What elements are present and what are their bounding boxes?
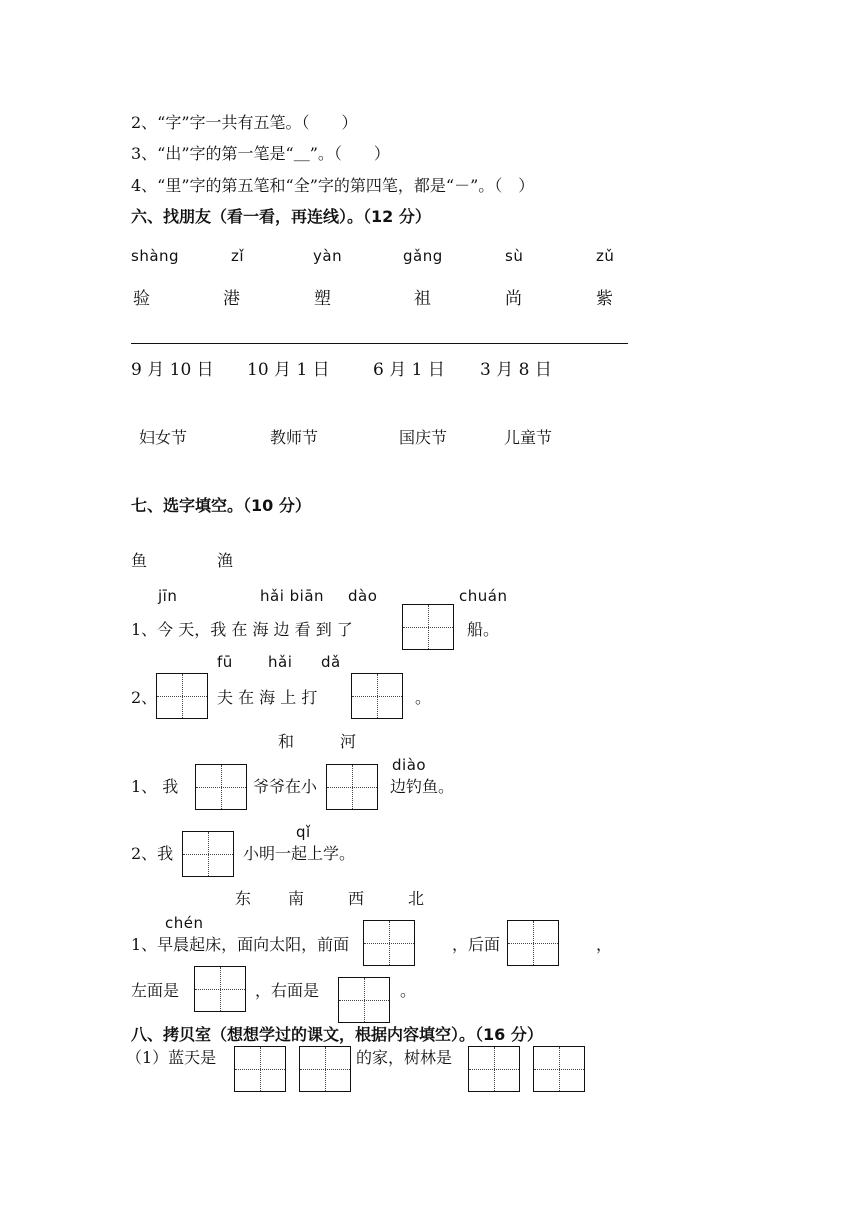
sentence-text: 。 — [415, 688, 432, 707]
date-item: 9 月 10 日 — [131, 360, 214, 380]
pinyin-hint: diào — [392, 756, 427, 774]
answer-box[interactable] — [234, 1046, 286, 1092]
question-5-3: 3、“出”字的第一笔是“＿”。（ ） — [131, 144, 390, 163]
pinyin-item: zǔ — [596, 247, 615, 265]
pinyin-hint: jīn — [158, 587, 178, 605]
date-item: 6 月 1 日 — [373, 360, 445, 380]
pinyin-hint: chuán — [459, 587, 508, 605]
option-char: 北 — [408, 889, 425, 908]
pinyin-hint: dào — [348, 587, 378, 605]
sentence-text: 1、 我 — [131, 777, 179, 796]
answer-box[interactable] — [338, 977, 390, 1023]
section-6-heading: 六、找朋友（看一看，再连线）。（12 分） — [131, 207, 431, 226]
option-char: 河 — [340, 732, 357, 751]
festival-item: 国庆节 — [399, 428, 448, 447]
date-item: 10 月 1 日 — [247, 360, 330, 380]
option-char: 东 — [235, 889, 252, 908]
sentence-text: 爷爷在小 — [253, 777, 318, 796]
pinyin-item: yàn — [313, 247, 343, 265]
pinyin-item: shàng — [131, 247, 180, 265]
answer-box[interactable] — [195, 764, 247, 810]
pinyin-hint: hǎi biān — [260, 587, 325, 605]
divider-line — [131, 343, 628, 344]
pinyin-hint: fū — [217, 653, 233, 671]
answer-box[interactable] — [299, 1046, 351, 1092]
sentence-text: 。 — [400, 981, 417, 1000]
answer-box[interactable] — [182, 831, 234, 877]
answer-box[interactable] — [363, 920, 415, 966]
option-char: 西 — [348, 889, 365, 908]
sentence-text: 左面是 — [131, 981, 180, 1000]
sentence-text: 的家，树林是 — [356, 1048, 453, 1067]
char-item: 验 — [133, 289, 150, 309]
pinyin-hint: chén — [165, 914, 204, 932]
sentence-text: 1、早晨起床，面向太阳，前面 — [131, 935, 350, 954]
pinyin-item: zǐ — [231, 247, 245, 265]
sentence-text: 1、今 天，我 在 海 边 看 到 了 — [131, 620, 353, 639]
char-item: 塑 — [314, 289, 331, 309]
sentence-text: 船。 — [467, 620, 500, 639]
answer-box[interactable] — [402, 604, 454, 650]
answer-box[interactable] — [507, 920, 559, 966]
answer-box[interactable] — [468, 1046, 520, 1092]
pinyin-hint: dǎ — [321, 653, 341, 671]
pinyin-hint: qǐ — [296, 823, 311, 841]
option-char: 渔 — [217, 551, 234, 570]
answer-box[interactable] — [156, 673, 208, 719]
sentence-text: 边钓鱼。 — [390, 777, 455, 796]
sentence-text: ，后面 — [452, 935, 501, 954]
answer-box[interactable] — [326, 764, 378, 810]
section-8-heading: 八、拷贝室（想想学过的课文，根据内容填空）。（16 分） — [131, 1025, 543, 1044]
pinyin-hint: hǎi — [268, 653, 293, 671]
sentence-text: 小明一起上学。 — [243, 844, 356, 863]
char-item: 祖 — [414, 289, 431, 309]
option-char: 鱼 — [131, 551, 148, 570]
sentence-text: ，右面是 — [255, 981, 320, 1000]
option-char: 南 — [288, 889, 305, 908]
option-char: 和 — [278, 732, 295, 751]
answer-box[interactable] — [351, 673, 403, 719]
sentence-text: 2、我 — [131, 844, 174, 863]
sentence-text: ， — [596, 935, 613, 954]
char-item: 尚 — [505, 289, 522, 309]
answer-box[interactable] — [533, 1046, 585, 1092]
question-5-2: 2、“字”字一共有五笔。（ ） — [131, 113, 358, 132]
answer-box[interactable] — [194, 966, 246, 1012]
char-item: 紫 — [596, 289, 613, 309]
festival-item: 教师节 — [270, 428, 319, 447]
sentence-text: （1）蓝天是 — [126, 1048, 217, 1067]
char-item: 港 — [223, 289, 240, 309]
sentence-text: 2、 — [131, 688, 158, 707]
festival-item: 儿童节 — [504, 428, 553, 447]
sentence-text: 夫 在 海 上 打 — [217, 688, 318, 707]
festival-item: 妇女节 — [139, 428, 188, 447]
section-7-heading: 七、选字填空。（10 分） — [131, 496, 311, 515]
pinyin-item: sù — [505, 247, 524, 265]
date-item: 3 月 8 日 — [480, 360, 552, 380]
question-5-4: 4、“里”字的第五笔和“全”字的第四笔，都是“－”。（ ） — [131, 176, 535, 195]
pinyin-item: gǎng — [403, 247, 443, 265]
